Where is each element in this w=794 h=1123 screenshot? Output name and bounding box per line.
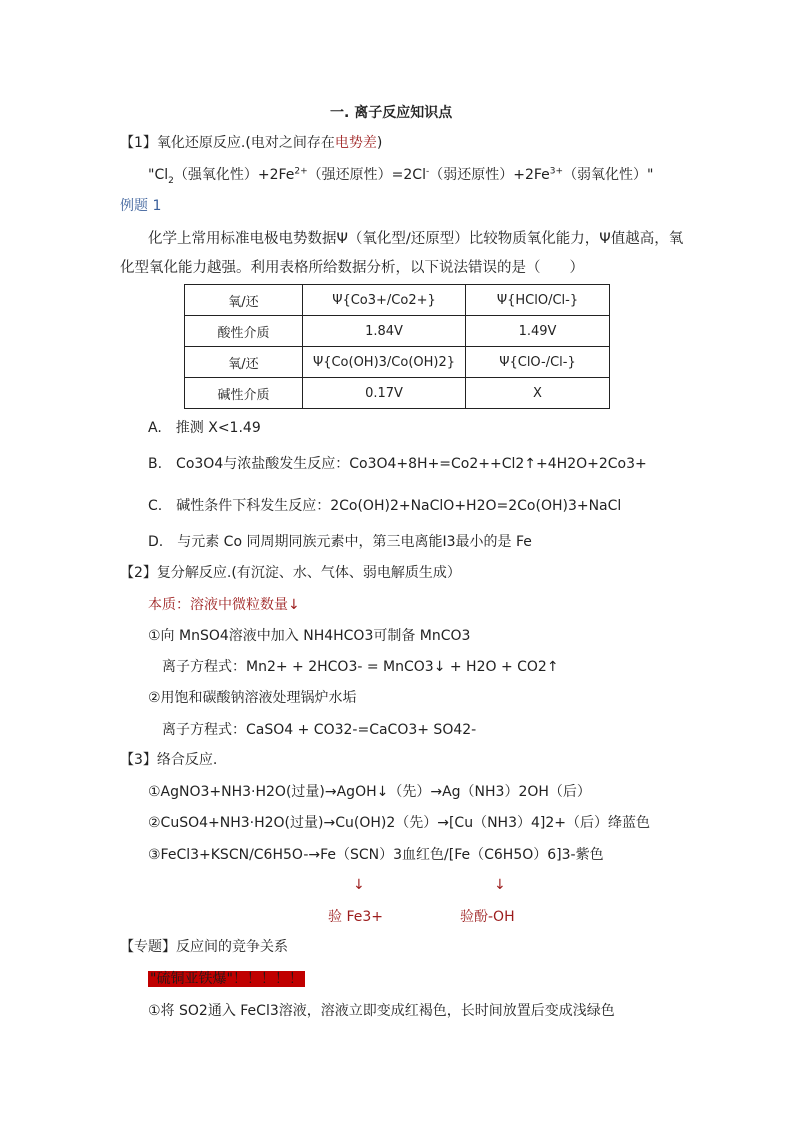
section-1-title: 氧化还原反应.(电对之间存在	[156, 135, 335, 151]
table-row	[185, 285, 610, 316]
eq-part: （强氧化性）+2Fe	[173, 167, 295, 183]
option-a: A. 推测 X<1.49	[148, 420, 261, 436]
table-cell: 酸性介质	[185, 316, 303, 347]
complex-silver: ①AgNO3+NH3·H2O(过量)→AgOH↓（先）→Ag（NH3）2OH（后）	[148, 784, 591, 800]
table-row	[185, 347, 610, 378]
option-b: B. Co3O4与浓盐酸发生反应：Co3O4+8H+=Co2++Cl2↑+4H2O+2Co3+	[148, 456, 647, 472]
section-2-heading: 【2】复分解反应.(有沉淀、水、气体、弱电解质生成）	[120, 565, 461, 581]
table-cell: 1.84V	[303, 316, 466, 347]
section-3-heading: 【3】络合反应.	[120, 752, 218, 768]
table-cell: 氧/还	[185, 347, 303, 378]
potential-table	[184, 284, 610, 409]
item-boiler-scale: ②用饱和碳酸钠溶液处理锅炉水垢	[148, 690, 357, 706]
complex-iron: ③FeCl3+KSCN/C6H5O-→Fe（SCN）3血红色/[Fe（C6H5O）6]3-紫色	[148, 847, 604, 863]
section-1-close: )	[376, 135, 383, 151]
table-cell: Ψ{Co(OH)3/Co(OH)2}	[303, 347, 466, 378]
down-arrow-icon: ↓	[494, 877, 506, 893]
option-d: D. 与元素 Co 同周期同族元素中，第三电离能Ⅰ3最小的是 Fe	[148, 534, 532, 550]
item-so2-fecl3: ①将 SO2通入 FeCl3溶液，溶液立即变成红褐色，长时间放置后变成浅绿色	[148, 1003, 615, 1019]
eq-sup: 2+	[294, 166, 308, 177]
ionic-equation-1: 离子方程式：Mn2+ + 2HCO3- = MnCO3↓ + H2O + CO2↑	[162, 659, 559, 675]
table-cell: 0.17V	[303, 378, 466, 409]
page-title: 一. 离子反应知识点	[330, 105, 453, 121]
table-cell: Ψ{HClO/Cl-}	[466, 285, 610, 316]
table-cell: 1.49V	[466, 316, 610, 347]
eq-part: （弱氧化性）"	[563, 167, 654, 183]
eq-part: （强还原性）=2Cl	[307, 167, 426, 183]
table-cell: Ψ{Co3+/Co2+}	[303, 285, 466, 316]
example-label: 例题 1	[120, 198, 162, 214]
eq-sub: 2	[168, 175, 174, 186]
table-row	[185, 316, 610, 347]
eq-part: （弱还原性）+2Fe	[429, 167, 550, 183]
redox-equation	[148, 166, 654, 184]
table-cell: 氧/还	[185, 285, 303, 316]
question-line-2: 化型氧化能力越强。利用表格所给数据分析，以下说法错误的是（ ）	[120, 260, 584, 276]
test-fe3-label: 验 Fe3+	[328, 909, 383, 925]
section-1-heading	[120, 134, 382, 152]
item-mnco3: ①向 MnSO4溶液中加入 NH4HCO3可制备 MnCO3	[148, 628, 471, 644]
table-cell: 碱性介质	[185, 378, 303, 409]
special-topic-heading: 【专题】反应间的竞争关系	[120, 939, 288, 955]
section-1-bracket: 【1】	[120, 135, 157, 151]
test-phenol-label: 验酚-OH	[460, 909, 515, 925]
eq-sup: -	[425, 166, 430, 177]
table-row	[185, 378, 610, 409]
eq-part: "Cl	[148, 167, 169, 183]
ionic-equation-2: 离子方程式：CaSO4 + CO32-=CaCO3+ SO42-	[162, 722, 477, 738]
banner-highlight	[148, 970, 305, 988]
complex-copper: ②CuSO4+NH3·H2O(过量)→Cu(OH)2（先）→[Cu（NH3）4]2+（后）绛蓝色	[148, 815, 650, 831]
question-line-1: 化学上常用标准电极电势数据Ψ（氧化型/还原型）比较物质氧化能力，Ψ值越高，氧	[148, 231, 684, 247]
eq-sup: 3+	[549, 166, 564, 177]
down-arrow-icon: ↓	[353, 877, 365, 893]
option-c: C. 碱性条件下科发生反应：2Co(OH)2+NaClO+H2O=2Co(OH)3+NaCl	[148, 498, 622, 514]
banner-text: "硫铜亚铁爆"！！！！！	[150, 971, 303, 987]
table-cell: Ψ{ClO-/Cl-}	[466, 347, 610, 378]
table-cell: X	[466, 378, 610, 409]
essence-note: 本质：溶液中微粒数量↓	[148, 597, 300, 613]
section-1-keyword: 电势差	[334, 135, 377, 151]
